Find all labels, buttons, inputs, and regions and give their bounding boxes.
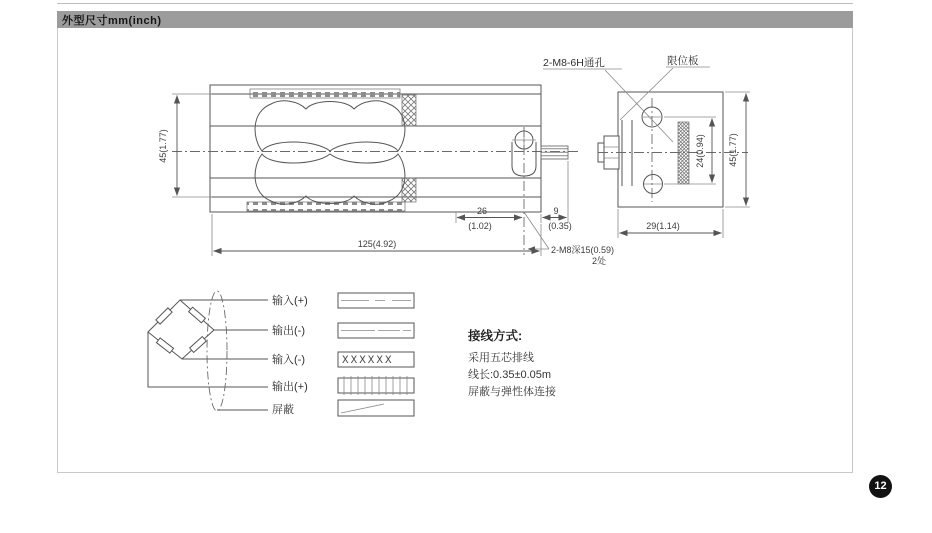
lead-label-input-plus: 输入(+): [272, 295, 308, 307]
side-thread-note-2: 2处: [592, 256, 607, 266]
side-thread-note-1: 2-M8深15(0.59): [551, 245, 615, 255]
side-dim-26-in: (1.02): [468, 221, 492, 231]
wire-swatch-x-pattern: XXXXXX: [342, 355, 394, 367]
wiring-note-line-1: 采用五芯排线: [468, 352, 534, 364]
bridge-diagram: [148, 291, 308, 416]
lead-label-output-plus: 输出(+): [272, 381, 308, 393]
page-number: 12: [874, 480, 887, 492]
gauge-pad-strip: [678, 122, 689, 184]
strain-gauges: [156, 307, 206, 353]
side-dim-height: 45(1.77): [158, 129, 168, 163]
side-dim-9-in: (0.35): [548, 221, 572, 231]
end-view: [543, 54, 750, 238]
wiring-note-title: 接线方式:: [468, 329, 523, 343]
end-dim-height: 45(1.77): [728, 133, 738, 167]
lead-label-output-minus: 输出(-): [272, 325, 305, 337]
side-dim-length: 125(4.92): [357, 239, 397, 249]
end-dim-hole-spacing: 24(0.94): [695, 134, 705, 168]
wiring-note-line-3: 屏蔽与弹性体连接: [468, 386, 556, 398]
side-view: [158, 85, 614, 266]
side-dim-9-mm: 9: [553, 206, 559, 216]
side-dim-26-mm: 26: [476, 206, 488, 216]
wiring-note: [467, 328, 556, 398]
page-number-badge: [869, 475, 892, 498]
wiring-note-line-2: 线长:0.35±0.05m: [468, 369, 552, 381]
cable-stub: [541, 146, 568, 159]
wire-swatch-output-plus: [338, 378, 414, 393]
wire-swatch-shield: [338, 400, 414, 416]
section-title: 外型尺寸mm(inch): [62, 15, 162, 27]
end-label-through-hole: 2-M8-6H通孔: [543, 57, 605, 69]
lead-label-shield: 屏蔽: [272, 404, 294, 416]
wheatstone-bridge: [148, 300, 214, 359]
shield-ellipse: [207, 291, 227, 411]
lead-label-input-minus: 输入(-): [272, 354, 305, 366]
end-label-limit-plate: 限位板: [667, 55, 699, 67]
end-dim-width: 29(1.14): [646, 221, 680, 231]
wire-legend: [338, 293, 414, 416]
